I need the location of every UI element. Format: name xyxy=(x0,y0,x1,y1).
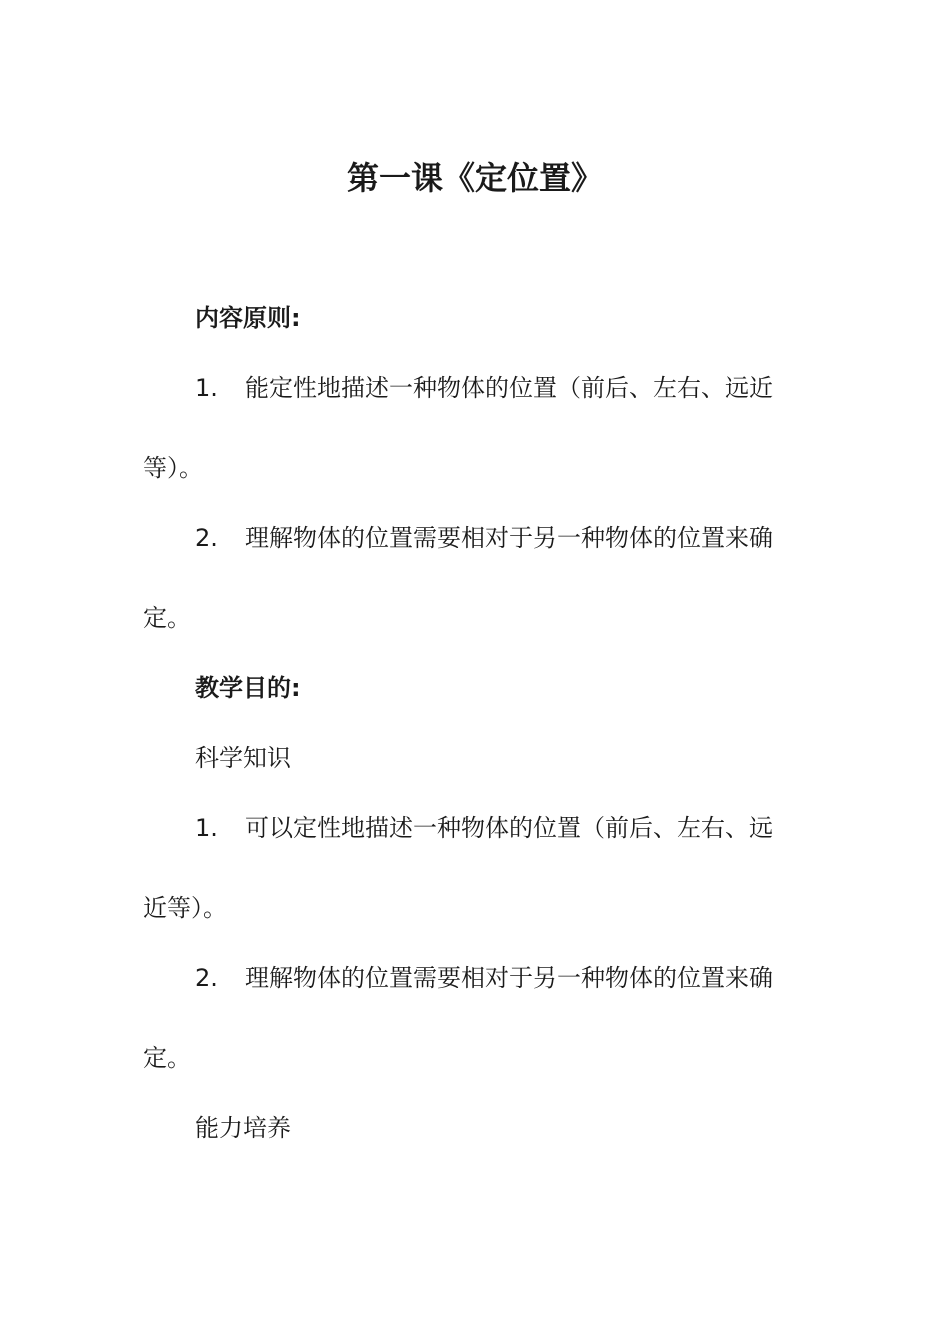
teaching-goals-heading: 教学目的: xyxy=(195,674,301,702)
document-title: 第一课《定位置》 xyxy=(346,159,603,197)
knowledge-item-2-continuation: 定。 xyxy=(143,1044,191,1072)
ability-subheading: 能力培养 xyxy=(195,1114,291,1142)
content-item-2 xyxy=(195,522,773,554)
knowledge-item-1-continuation: 近等）。 xyxy=(143,894,227,922)
content-item-1-continuation: 等）。 xyxy=(143,454,203,482)
content-item-2-continuation: 定。 xyxy=(143,604,191,632)
knowledge-item-1-text: 可以定性地描述一种物体的位置（前后、左右、远 xyxy=(245,814,773,842)
knowledge-subheading: 科学知识 xyxy=(195,744,291,772)
content-item-2-number: 2. xyxy=(195,524,218,552)
content-principles-heading: 内容原则: xyxy=(195,304,301,332)
content-item-1 xyxy=(195,372,773,404)
content-item-1-text: 能定性地描述一种物体的位置（前后、左右、远近 xyxy=(245,374,773,402)
knowledge-item-2-text: 理解物体的位置需要相对于另一种物体的位置来确 xyxy=(245,964,773,992)
knowledge-item-1-number: 1. xyxy=(195,814,218,842)
content-item-1-number: 1. xyxy=(195,374,218,402)
knowledge-item-1 xyxy=(195,812,773,844)
knowledge-item-2-number: 2. xyxy=(195,964,218,992)
knowledge-item-2 xyxy=(195,962,773,994)
content-item-2-text: 理解物体的位置需要相对于另一种物体的位置来确 xyxy=(245,524,773,552)
